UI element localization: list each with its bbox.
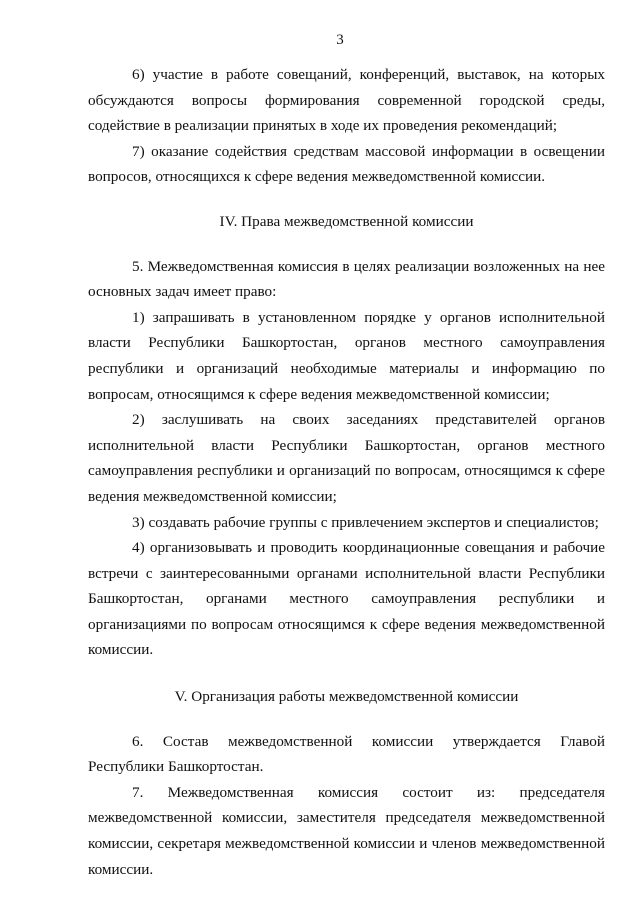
paragraph-clause-6: 6. Состав межведомственной комиссии утверждается Главой Республики Башкортостан.	[88, 732, 605, 776]
page-number: 3	[336, 32, 344, 48]
section-heading-rights: IV. Права межведомственной комиссии	[219, 212, 474, 230]
paragraph-clause-5: 5. Межведомственная комиссия в целях реализации возложенных на нее основных задач имеет право:	[88, 257, 605, 301]
paragraph-right-4: 4) организовывать и проводить координационные совещания и рабочие встречи с заинтересованными органами исполнительной власти Республики Башкортостан, органами местного самоуправления республики и организациями по вопросам относящимся к сфере ведения межведомственной комиссии.	[88, 539, 605, 659]
paragraph-item-6: 6) участие в работе совещаний, конференций, выставок, на которых обсуждаются вопросы формирования современной городской среды, содействие в реализации принятых в ходе их проведения рекомендаций;	[88, 66, 605, 135]
paragraph-right-2: 2) заслушивать на своих заседаниях представителей органов исполнительной власти Республики Башкортостан, органов местного самоуправления республики и организаций по вопросам, относящимся к сфере ведения межведомственной комиссии;	[88, 411, 605, 505]
section-heading-organization: V. Организация работы межведомственной комиссии	[174, 688, 519, 706]
document-body	[88, 62, 605, 882]
paragraph-item-7: 7) оказание содействия средствам массовой информации в освещении вопросов, относящихся к сфере ведения межведомственной комиссии.	[88, 142, 605, 186]
paragraph-clause-7: 7. Межведомственная комиссия состоит из: председателя межведомственной комиссии, заместителя председателя межведомственной комиссии, секретаря межведомственной комиссии и членов межведомственной комиссии.	[88, 783, 605, 878]
paragraph-right-1: 1) запрашивать в установленном порядке у органов исполнительной власти Республики Башкортостан, органов местного самоуправления республики и организаций необходимые материалы и информацию по вопросам, относящимся к сфере ведения межведомственной комиссии;	[88, 308, 605, 403]
paragraph-right-3: 3) создавать рабочие группы с привлечением экспертов и специалистов;	[132, 513, 599, 531]
